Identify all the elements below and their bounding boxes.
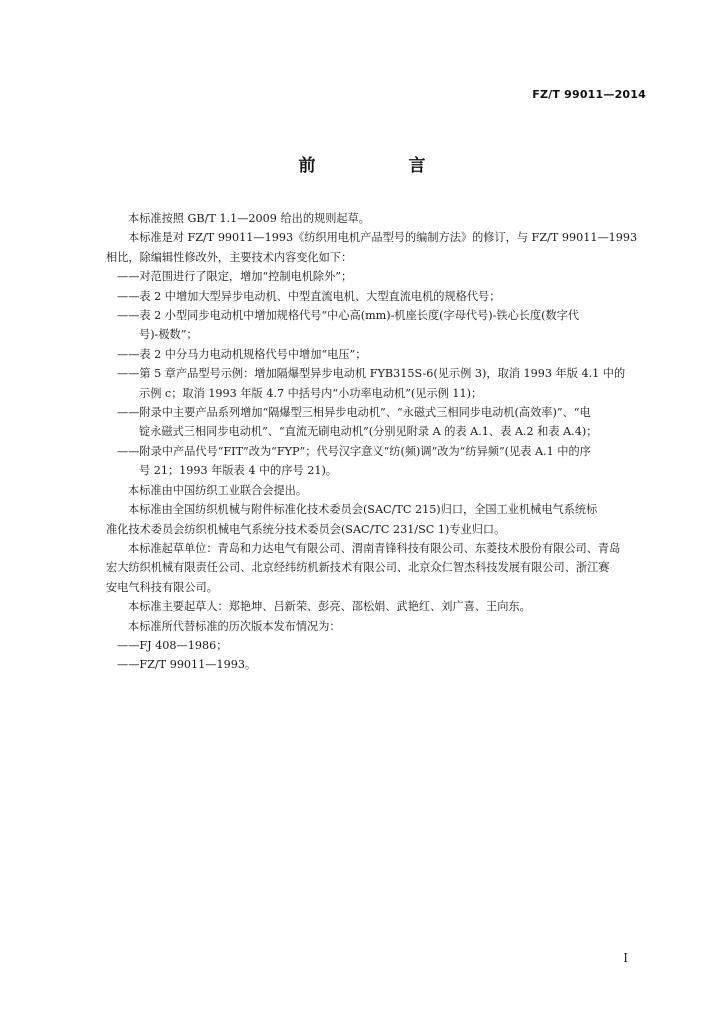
change-item-table2-large-motors: ——表 2 中增加大型异步电动机、中型直流电机、大型直流电机的规格代号； <box>117 289 501 303</box>
history-item-fj408: ——FJ 408—1986； <box>117 638 228 652</box>
change-item-appendix-code-cont: 号 21；1993 年版表 4 中的序号 21)。 <box>139 464 338 478</box>
paragraph-committee: 本标准由全国纺织机械与附件标准化技术委员会(SAC/TC 215)归口，全国工业机械电气系统标 <box>128 503 598 517</box>
paragraph-drafters: 本标准主要起草人：郑艳坤、吕新荣、彭亮、邵松娟、武艳红、刘广喜、王向东。 <box>128 600 531 614</box>
change-item-table2-sync-motor-cont: 号)-极数”； <box>139 328 198 342</box>
foreword-body <box>106 209 654 675</box>
change-item-table2-voltage: ——表 2 中分马力电动机规格代号中增加“电压”； <box>117 347 367 361</box>
paragraph-revision-intro-cont: 相比，除编辑性修改外，主要技术内容变化如下： <box>106 250 353 264</box>
page-title: 前 言 <box>298 156 464 176</box>
change-item-table2-sync-motor: ——表 2 小型同步电动机中增加规格代号“中心高(mm)-机座长度(字母代号)-铁心长度(数字代 <box>117 309 580 323</box>
change-item-appendix-code: ——附录中产品代号“FIT”改为“FYP”；代号汉字意义“纺(频)调”改为“纺异频”(见表 A.1 中的序 <box>117 444 591 458</box>
standard-code: FZ/T 99011—2014 <box>532 88 646 101</box>
change-item-chapter5-examples-cont: 示例 c；取消 1993 年版 4.7 中括号内“小功率电动机”(见示例 11)； <box>139 386 483 400</box>
change-item-scope: ——对范围进行了限定，增加“控制电机除外”； <box>117 270 353 284</box>
paragraph-committee-cont: 准化技术委员会纺织机械电气系统分技术委员会(SAC/TC 231/SC 1)专业归口。 <box>106 522 506 536</box>
paragraph-drafting-rules: 本标准按照 GB/T 1.1—2009 给出的规则起草。 <box>128 212 370 225</box>
page-number: I <box>623 951 628 965</box>
paragraph-drafting-units: 本标准起草单位：青岛和力达电气有限公司、渭南青锋科技有限公司、东菱技术股份有限公司、青岛 <box>128 541 621 555</box>
paragraph-proposer: 本标准由中国纺织工业联合会提出。 <box>128 483 308 497</box>
change-item-appendix-series: ——附录中主要产品系列增加“隔爆型三相异步电动机”、“永磁式三相同步电动机(高效率)”、“电 <box>117 406 591 420</box>
paragraph-drafting-units-cont: 宏大纺织机械有限责任公司、北京经纬纺机新技术有限公司、北京众仁智杰科技发展有限公司、浙江赛 <box>106 561 610 575</box>
paragraph-drafting-units-end: 安电气科技有限公司。 <box>106 580 218 594</box>
history-item-fzt99011: ——FZ/T 99011—1993。 <box>117 658 257 672</box>
change-item-chapter5-examples: ——第 5 章产品型号示例：增加隔爆型异步电动机 FYB315S-6(见示例 3)，取消 1993 年版 4.1 中的 <box>117 367 626 381</box>
paragraph-revision-intro: 本标准是对 FZ/T 99011—1993《纺织用电机产品型号的编制方法》的修订，与 FZ/T 99011—1993 <box>128 231 638 245</box>
paragraph-history-intro: 本标准所代替标准的历次版本发布情况为： <box>128 619 341 633</box>
change-item-appendix-series-cont: 锭永磁式三相同步电动机”、“直流无刷电动机”(分别见附录 A 的表 A.1、表 A.2 和表 A.4)； <box>139 425 598 439</box>
